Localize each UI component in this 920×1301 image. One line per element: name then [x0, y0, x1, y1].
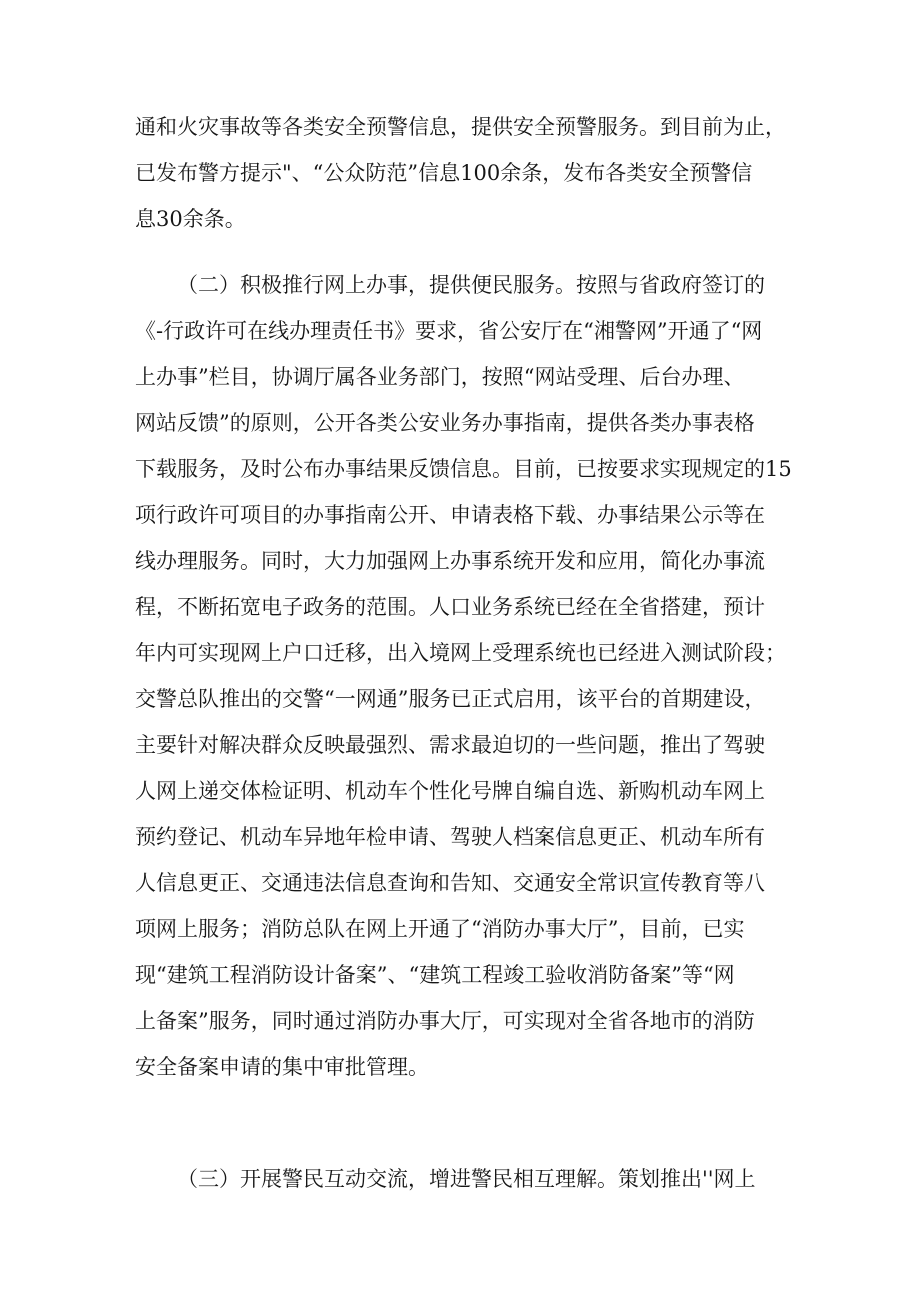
text-line: 人网上递交体检证明、机动车个性化号牌自编自选、新购机动车网上 — [135, 779, 765, 803]
text-line: 主要针对解决群众反映最强烈、需求最迫切的一些问题，推出了驾驶 — [135, 733, 765, 757]
text-line: 安全备案申请的集中审批管理。 — [135, 1055, 429, 1079]
text-line: 息30余条。 — [135, 207, 246, 231]
paragraph-section-3 — [135, 1156, 795, 1202]
text-line: 现“建筑工程消防设计备案”、“建筑工程竣工验收消防备案”等“网 — [135, 963, 735, 987]
text-line: 上备案”服务，同时通过消防办事大厅，可实现对全省各地市的消防 — [135, 1009, 755, 1033]
text-line: （三）开展警民互动交流，增进警民相互理解。策划推出''网上 — [177, 1167, 756, 1191]
text-line: 上办事”栏目，协调厅属各业务部门，按照“网站受理、后台办理、 — [135, 365, 745, 389]
text-line: （二）积极推行网上办事，提供便民服务。按照与省政府签订的 — [177, 273, 765, 297]
text-line: 《-行政许可在线办理责任书》要求，省公安厅在“湘警网”开通了“网 — [135, 319, 763, 343]
text-line: 预约登记、机动车异地年检申请、驾驶人档案信息更正、机动车所有 — [135, 825, 765, 849]
text-line: 项网上服务；消防总队在网上开通了“消防办事大厅”，目前，已实 — [135, 917, 745, 941]
text-line: 人信息更正、交通违法信息查询和告知、交通安全常识宣传教育等八 — [135, 871, 765, 895]
body-text — [135, 104, 795, 1202]
text-line: 线办理服务。同时，大力加强网上办事系统开发和应用，简化办事流 — [135, 549, 765, 573]
text-line: 通和火灾事故等各类安全预警信息，提供安全预警服务。到目前为止， — [135, 115, 786, 139]
text-line: 下载服务，及时公布办事结果反馈信息。目前，已按要求实现规定的15 — [135, 457, 792, 481]
text-line: 已发布警方提示"、“公众防范”信息100余条，发布各类安全预警信 — [135, 161, 753, 185]
text-line: 程，不断拓宽电子政务的范围。人口业务系统已经在全省搭建，预计 — [135, 595, 765, 619]
text-line: 交警总队推出的交警“一网通”服务已正式启用，该平台的首期建设， — [135, 687, 766, 711]
paragraph-section-2 — [135, 262, 795, 1136]
text-line — [135, 1090, 795, 1136]
text-line: 网站反馈”的原则，公开各类公安业务办事指南，提供各类办事表格 — [135, 411, 755, 435]
text-line: 年内可实现网上户口迁移，出入境网上受理系统也已经进入测试阶段； — [135, 641, 786, 665]
text-line: 项行政许可项目的办事指南公开、申请表格下载、办事结果公示等在 — [135, 503, 765, 527]
paragraph-continuation — [135, 104, 795, 242]
